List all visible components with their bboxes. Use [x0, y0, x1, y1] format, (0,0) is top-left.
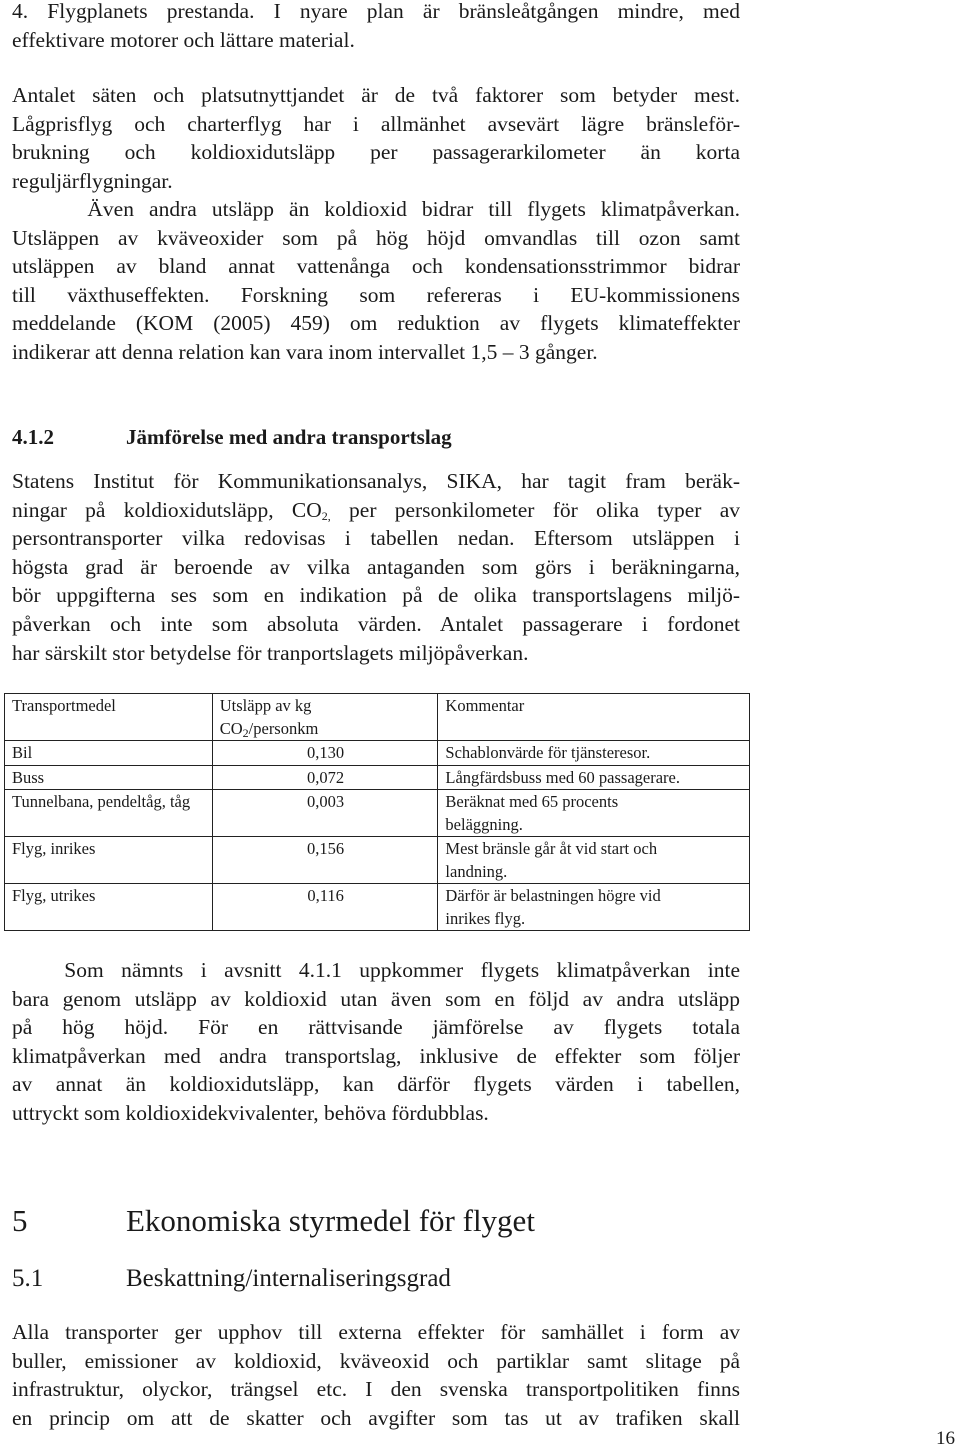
text-line: påverkan och inte som absoluta värden. Antalet passagerare i fordonet	[12, 611, 740, 636]
text-line: Antalet säten och platsutnyttjandet är de två faktorer som betyder mest.	[12, 83, 740, 107]
page-number: 16	[936, 1428, 955, 1449]
cell-mode: Tunnelbana, pendeltåg, tåg	[5, 790, 213, 837]
text-line: 4. Flygplanets prestanda. I nyare plan är bränsleåtgången mindre, med	[12, 0, 740, 23]
text-line: meddelande (KOM (2005) 459) om reduktion av flygets klimateffekter	[12, 311, 740, 336]
intro-item-4	[12, 0, 740, 54]
table-row	[5, 837, 750, 884]
header-cell-comment: Kommentar	[438, 694, 750, 741]
section-title-5-1: Beskattning/internaliseringsgrad	[126, 1265, 451, 1292]
text-line: Statens Institut för Kommunikationsanalys, SIKA, har tagit fram beräk-	[12, 469, 740, 493]
cell-comment: Mest bränsle går åt vid start och landning.	[438, 837, 750, 884]
text-line: indikerar att denna relation kan vara inom intervallet 1,5 – 3 gånger.	[12, 339, 598, 364]
cell-value: 0,072	[212, 765, 438, 790]
section-number-4-1-2: 4.1.2	[12, 425, 54, 449]
header-cell-emissions: Utsläpp av kg $CO_2$/personkm	[212, 694, 438, 741]
text-line: effektivare motorer och lättare material.	[12, 27, 355, 52]
cell-comment: Schablonvärde för tjänsteresor.	[438, 741, 750, 766]
text-line: en princip om att de skatter och avgifter som tas ut av trafiken skall	[12, 1405, 740, 1430]
text-line: Som nämnts i avsnitt 4.1.1 uppkommer flygets klimatpåverkan inte	[12, 958, 740, 982]
text-line: buller, emissioner av koldioxid, kväveoxid och partiklar samt slitage på	[12, 1348, 740, 1373]
text-line: infrastruktur, olyckor, trängsel etc. I den svenska transportpolitiken finns	[12, 1377, 740, 1402]
cell-value: 0,130	[212, 741, 438, 766]
text-line: på hög höjd. För en rättvisande jämförelse av flygets totala	[12, 1015, 740, 1040]
cell-value: 0,003	[212, 790, 438, 837]
paragraph-double-values	[12, 956, 740, 1128]
cell-value: 0,116	[212, 884, 438, 931]
text-line: reguljärflygningar.	[12, 168, 173, 193]
text-line: utsläppen av bland annat vattenånga och kondensationsstrimmor bidrar	[12, 254, 740, 279]
text-line: brukning och koldioxidutsläpp per passagerarkilometer än korta	[12, 140, 740, 165]
text-line: Utsläppen av kväveoxider som på hög höjd omvandlas till ozon samt	[12, 225, 740, 250]
section-title-4-1-2: Jämförelse med andra transportslag	[126, 425, 452, 449]
text-line: högsta grad är beroende av vilka antaganden som görs i beräkningarna,	[12, 554, 740, 579]
chapter-title: Ekonomiska styrmedel för flyget	[126, 1203, 535, 1238]
paragraph-other-emissions	[12, 195, 740, 367]
text-line: av annat än koldioxidutsläpp, kan därför flygets värden i tabellen,	[12, 1072, 740, 1097]
text-line: har särskilt stor betydelse för tranportslagets miljöpåverkan.	[12, 640, 529, 665]
table-row	[5, 884, 750, 931]
cell-mode: Flyg, inrikes	[5, 837, 213, 884]
paragraph-seats	[12, 81, 740, 195]
text-line: till växthuseffekten. Forskning som refereras i EU-kommissionens	[12, 282, 740, 307]
emissions-table	[4, 693, 750, 931]
text-line: klimatpåverkan med andra transportslag, inklusive de effekter som följer	[12, 1043, 740, 1068]
chapter-number: 5	[12, 1203, 28, 1238]
text-line: bara genom utsläpp av koldioxid utan även som en följd av andra utsläpp	[12, 986, 740, 1011]
paragraph-external-effects	[12, 1318, 740, 1432]
text-line: Även andra utsläpp än koldioxid bidrar till flygets klimatpåverkan.	[12, 197, 740, 221]
cell-comment: Därför är belastningen högre vid inrikes flyg.	[438, 884, 750, 931]
text-line: uttryckt som koldioxidekvivalenter, behöva fördubblas.	[12, 1100, 489, 1125]
cell-value: 0,156	[212, 837, 438, 884]
section-number-5-1: 5.1	[12, 1265, 44, 1292]
table-header-row	[5, 694, 750, 741]
text-line: Lågprisflyg och charterflyg har i allmänhet avsevärt lägre bränsleför-	[12, 111, 740, 136]
header-cell-transport: Transportmedel	[5, 694, 213, 741]
cell-comment: Beräknat med 65 procents beläggning.	[438, 790, 750, 837]
table-row	[5, 765, 750, 790]
paragraph-sika	[12, 467, 740, 667]
text-line: persontransporter vilka redovisas i tabellen nedan. Eftersom utsläppen i	[12, 526, 740, 551]
cell-comment: Långfärdsbuss med 60 passagerare.	[438, 765, 750, 790]
text-line: Alla transporter ger upphov till externa effekter för samhället i form av	[12, 1320, 740, 1344]
table-row	[5, 741, 750, 766]
cell-mode: Flyg, utrikes	[5, 884, 213, 931]
table-row	[5, 790, 750, 837]
cell-mode: Buss	[5, 765, 213, 790]
text-line: ningar på koldioxidutsläpp, $CO_{2,}$ per personkilometer för olika typer av	[12, 497, 740, 523]
cell-mode: Bil	[5, 741, 213, 766]
text-line: bör uppgifterna ses som en indikation på de olika transportslagens miljö-	[12, 583, 740, 608]
